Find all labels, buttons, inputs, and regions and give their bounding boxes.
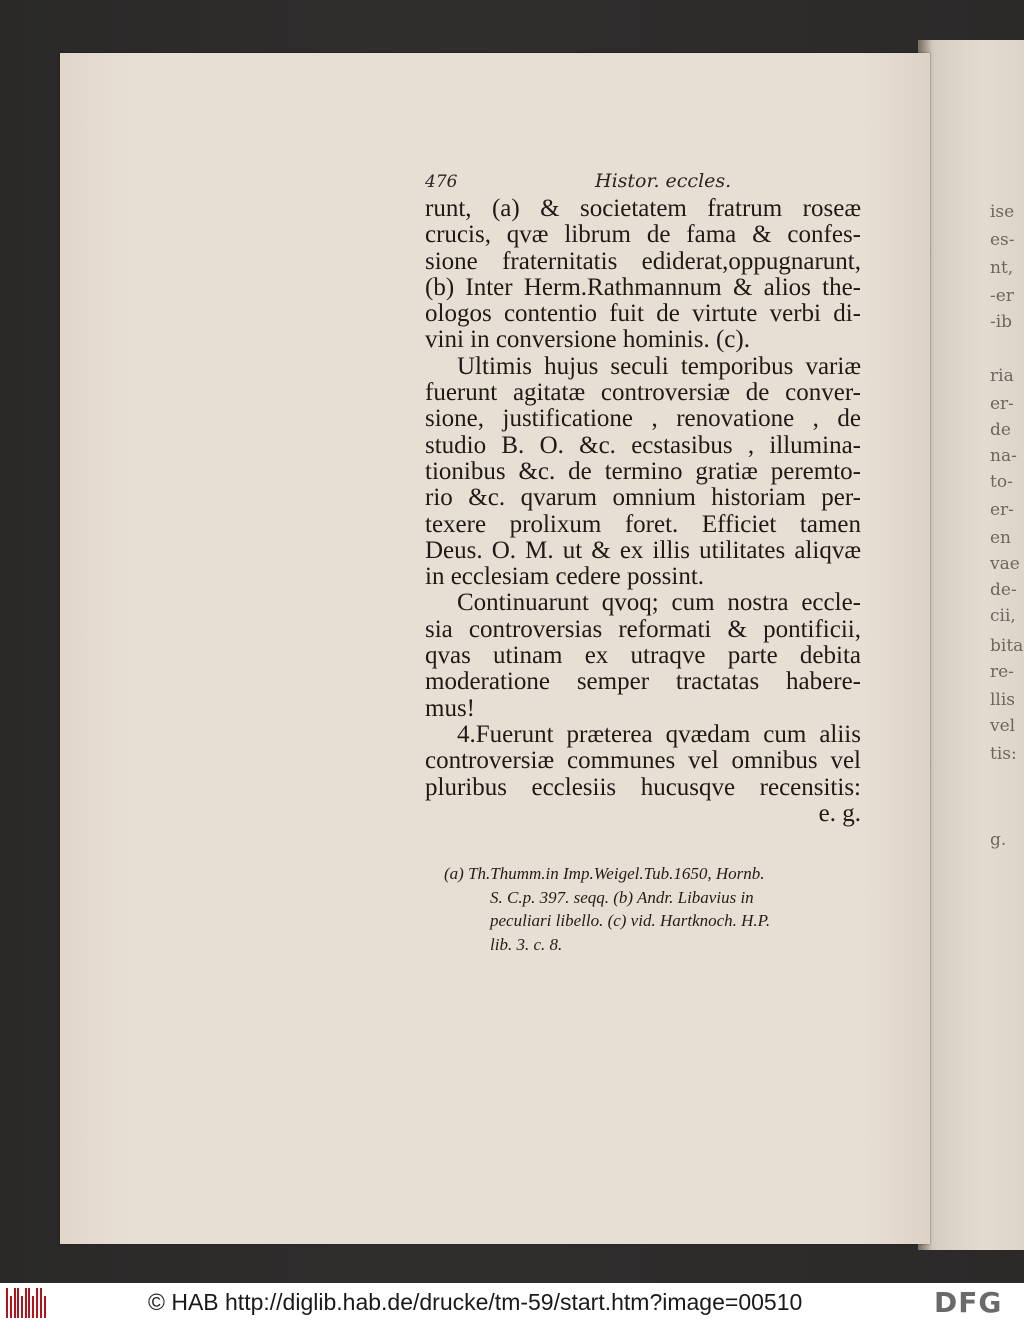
- hab-logo-icon: [6, 1288, 46, 1318]
- facing-page-fragment: es-: [990, 230, 1015, 250]
- text-line: controversiæ communes vel omnibus vel: [425, 748, 861, 775]
- facing-page-fragment: de-: [990, 580, 1017, 600]
- facing-page: [918, 40, 1024, 1250]
- facing-page-fragment: ria: [990, 366, 1014, 386]
- text-line: sia controversias reformati & pontificii,: [425, 616, 861, 643]
- hab-logo-bar: [17, 1288, 19, 1318]
- text-line: fuerunt agitatæ controversiæ de conver-: [425, 380, 861, 407]
- facing-page-fragment: cii,: [990, 606, 1016, 626]
- text-line: crucis, qvæ librum de fama & confes-: [425, 222, 861, 249]
- footnote-line: (a) Th.Thumm.in Imp.Weigel.Tub.1650, Hornb.: [444, 864, 765, 883]
- text-line: runt, (a) & societatem fratrum roseæ: [425, 196, 861, 222]
- page-number: 476: [425, 172, 458, 192]
- body-text: [425, 196, 861, 827]
- facing-page-fragment: vel: [990, 716, 1016, 736]
- facing-page-fragment: vae: [990, 554, 1020, 574]
- text-line: rio &c. qvarum omnium historiam per-: [425, 485, 861, 512]
- facing-page-fragment: na-: [990, 446, 1017, 466]
- footnotes: [444, 862, 864, 956]
- footer-bar: [0, 1283, 1024, 1322]
- hab-logo-bar: [21, 1296, 23, 1318]
- text-line: Ultimis hujus seculi temporibus variæ: [457, 353, 861, 380]
- copyright-url[interactable]: © HAB http://diglib.hab.de/drucke/tm-59/start.htm?image=00510: [148, 1289, 803, 1315]
- facing-page-fragment: en: [990, 528, 1012, 548]
- text-line: sione fraternitatis ediderat,oppugnarunt,: [425, 248, 861, 275]
- text-line: Continuarunt qvoq; cum nostra eccle-: [457, 590, 861, 617]
- facing-page-fragment: tis:: [990, 744, 1017, 764]
- text-line: Deus. O. M. ut & ex illis utilitates aliqvæ: [425, 537, 861, 564]
- hab-logo-bar: [6, 1288, 8, 1318]
- facing-page-fragment: re-: [990, 662, 1014, 682]
- facing-page-fragment: er-: [990, 394, 1014, 414]
- hab-logo-bar: [36, 1288, 38, 1318]
- text-line: in ecclesiam cedere possint.: [425, 564, 705, 591]
- hab-logo-bar: [40, 1288, 42, 1318]
- text-line: 4.Fuerunt præterea qvædam cum aliis: [457, 721, 861, 748]
- text-line: tionibus &c. de termino gratiæ peremto-: [425, 458, 861, 485]
- text-line: texere prolixum foret. Efficiet tamen: [425, 511, 861, 538]
- hab-logo-bar: [10, 1296, 12, 1318]
- facing-page-fragment: to-: [990, 472, 1013, 492]
- facing-page-fragment: -er: [990, 286, 1014, 306]
- page-header: [425, 170, 865, 196]
- footnote-line: peculiari libello. (c) vid. Hartknoch. H.P.: [490, 911, 771, 930]
- text-line: vini in conversione hominis. (c).: [425, 327, 750, 354]
- text-line: sione, justificatione , renovatione , de: [425, 406, 861, 433]
- text-line: ologos contentio fuit de virtute verbi di-: [425, 301, 861, 328]
- running-head: Histor. eccles.: [595, 170, 732, 192]
- facing-page-fragment: de: [990, 420, 1011, 440]
- facing-page-fragment: er-: [990, 500, 1014, 520]
- text-line: studio B. O. &c. ecstasibus , illumina-: [425, 432, 861, 459]
- dfg-logo: DFG: [934, 1286, 1003, 1319]
- facing-page-fragment: llis: [990, 690, 1016, 710]
- hab-logo-bar: [28, 1288, 30, 1318]
- text-line: pluribus ecclesiis hucusqve recensitis:: [425, 774, 861, 801]
- facing-page-fragment: nt,: [990, 258, 1014, 278]
- hab-logo-bar: [44, 1296, 46, 1318]
- footnote-line: lib. 3. c. 8.: [490, 934, 563, 954]
- catchword: e. g.: [818, 800, 861, 827]
- hab-logo-bar: [25, 1288, 27, 1318]
- hab-logo-bar: [14, 1288, 16, 1318]
- facing-page-fragment: bita: [990, 636, 1024, 656]
- text-line: (b) Inter Herm.Rathmannum & alios the-: [425, 274, 861, 301]
- facing-page-fragment: -ib: [990, 312, 1013, 332]
- footnote-line: S. C.p. 397. seqq. (b) Andr. Libavius in: [490, 887, 754, 907]
- facing-page-fragment: ise: [990, 202, 1015, 222]
- text-line: mus!: [425, 695, 475, 722]
- text-line: moderatione semper tractatas habere-: [425, 669, 861, 696]
- facing-page-fragment: g.: [990, 830, 1007, 850]
- hab-logo-bar: [32, 1296, 34, 1318]
- text-line: qvas utinam ex utraqve parte debita: [425, 643, 861, 670]
